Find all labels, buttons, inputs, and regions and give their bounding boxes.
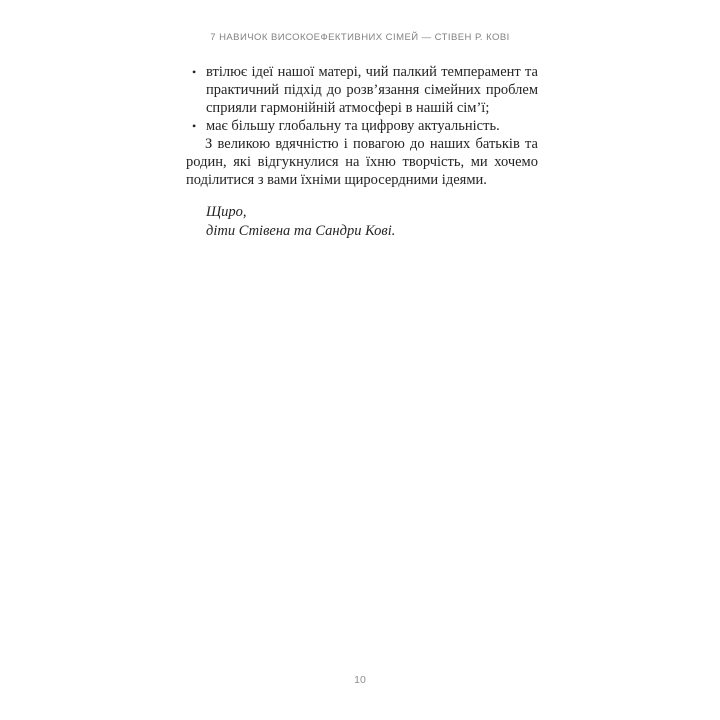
running-title: 7 НАВИЧОК ВИСОКОЕФЕКТИВНИХ СІМЕЙ — СТІВЕН Р. КОВІ — [210, 32, 510, 43]
bullet-text: втілює ідеї нашої матері, чий палкий темперамент та практичний підхід до розв’язання сімейних проблем сприяли гармонійній атмосфері в нашій сім’ї; — [206, 64, 538, 116]
signature-block — [206, 203, 538, 240]
list-item — [186, 63, 538, 117]
page-content — [186, 63, 538, 240]
bullet-icon: • — [192, 65, 197, 79]
list-item — [186, 117, 538, 135]
body-paragraph: З великою вдячністю і повагою до наших батьків та родин, які відгукнулися на їхню творчість, ми хочемо поділитися з вами їхніми щиросердними ідеями. — [186, 136, 538, 188]
page-footer — [0, 670, 720, 688]
bullet-list — [186, 63, 538, 135]
signature-line: Щиро, — [206, 204, 247, 220]
signature-line: діти Стівена та Сандри Кові. — [206, 222, 396, 239]
page-number: 10 — [354, 674, 366, 686]
bullet-icon: • — [192, 119, 197, 133]
bullet-text: має більшу глобальну та цифрову актуальність. — [206, 118, 500, 134]
running-header — [0, 27, 720, 45]
